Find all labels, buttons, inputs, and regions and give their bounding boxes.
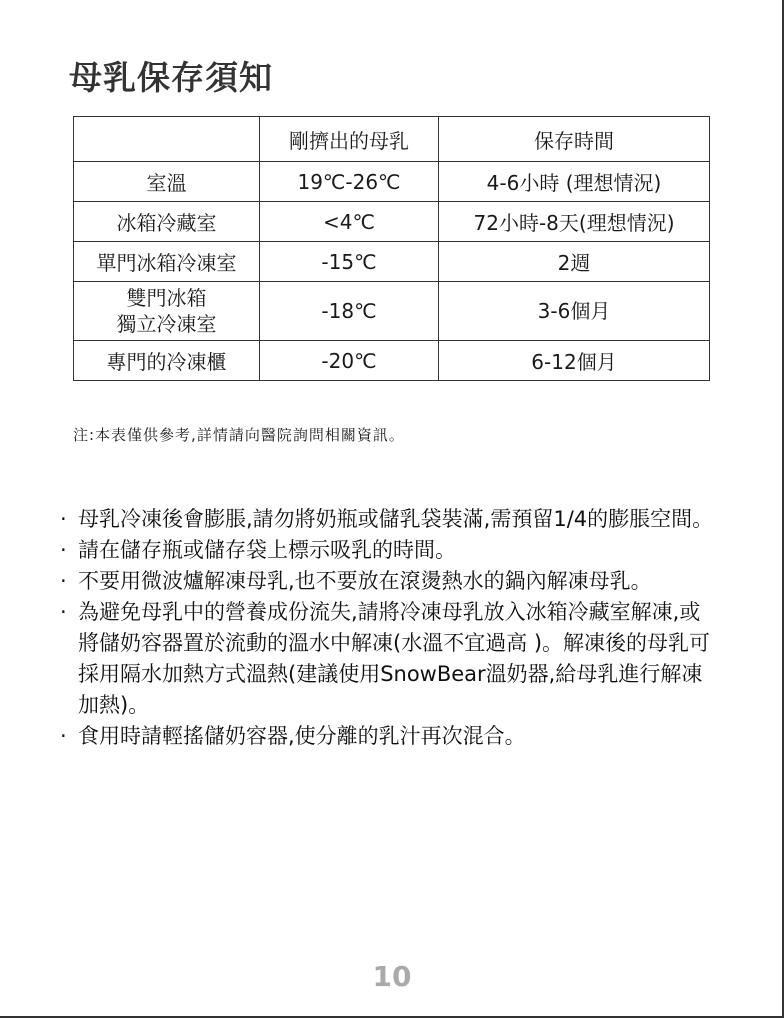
table-row [74,162,710,202]
table-header-cell [74,117,260,162]
storage-location: 雙門冰箱 獨立冷凍室 [74,282,260,341]
list-item-text: 不要用微波爐解凍母乳,也不要放在滾燙熱水的鍋內解凍母乳。 [78,569,652,593]
page-title: 母乳保存須知 [69,58,273,97]
storage-temperature: -20℃ [260,341,439,381]
storage-table [73,116,710,381]
table-row [74,341,710,381]
tips-list [60,504,720,752]
table-row [74,202,710,242]
bullet-mark: · [60,569,67,593]
list-item [60,535,720,566]
table-header-cell: 保存時間 [439,117,710,162]
table-note: 注:本表僅供參考,詳情請向醫院詢問相關資訊。 [73,426,405,444]
storage-temperature: -18℃ [260,282,439,341]
list-item-text: 請在儲存瓶或儲存袋上標示吸乳的時間。 [78,538,456,562]
list-item [60,504,720,535]
table-row [74,242,710,282]
storage-duration: 72小時-8天(理想情況) [439,202,710,242]
list-item-text: 食用時請輕搖儲奶容器,使分離的乳汁再次混合。 [78,724,526,748]
bullet-mark: · [60,724,67,748]
storage-temperature: 19℃-26℃ [260,162,439,202]
storage-duration: 2週 [439,242,710,282]
page-number: 10 [372,960,412,993]
storage-location: 單門冰箱冷凍室 [74,242,260,282]
storage-temperature: -15℃ [260,242,439,282]
storage-location: 冰箱冷藏室 [74,202,260,242]
bullet-mark: · [60,507,67,531]
bullet-mark: · [60,538,67,562]
storage-temperature: <4℃ [260,202,439,242]
list-item [60,566,720,597]
storage-location: 室溫 [74,162,260,202]
storage-duration: 4-6小時 (理想情況) [439,162,710,202]
bullet-mark: · [60,600,67,624]
list-item [60,721,720,752]
list-item-text: 母乳冷凍後會膨脹,請勿將奶瓶或儲乳袋裝滿,需預留1/4的膨脹空間。 [78,507,714,531]
storage-duration: 6-12個月 [439,341,710,381]
list-item [60,597,720,721]
table-header-row [74,117,710,162]
table-row [74,282,710,341]
storage-duration: 3-6個月 [439,282,710,341]
list-item-text: 為避免母乳中的營養成份流失,請將冷凍母乳放入冰箱冷藏室解凍,或將儲奶容器置於流動的溫水中解凍(水溫不宜過高 )。解凍後的母乳可採用隔水加熱方式溫熱(建議使用SnowBear溫奶器,給母乳進行解凍加熱)。 [78,600,711,717]
table-header-cell: 剛擠出的母乳 [260,117,439,162]
storage-location: 專門的冷凍櫃 [74,341,260,381]
